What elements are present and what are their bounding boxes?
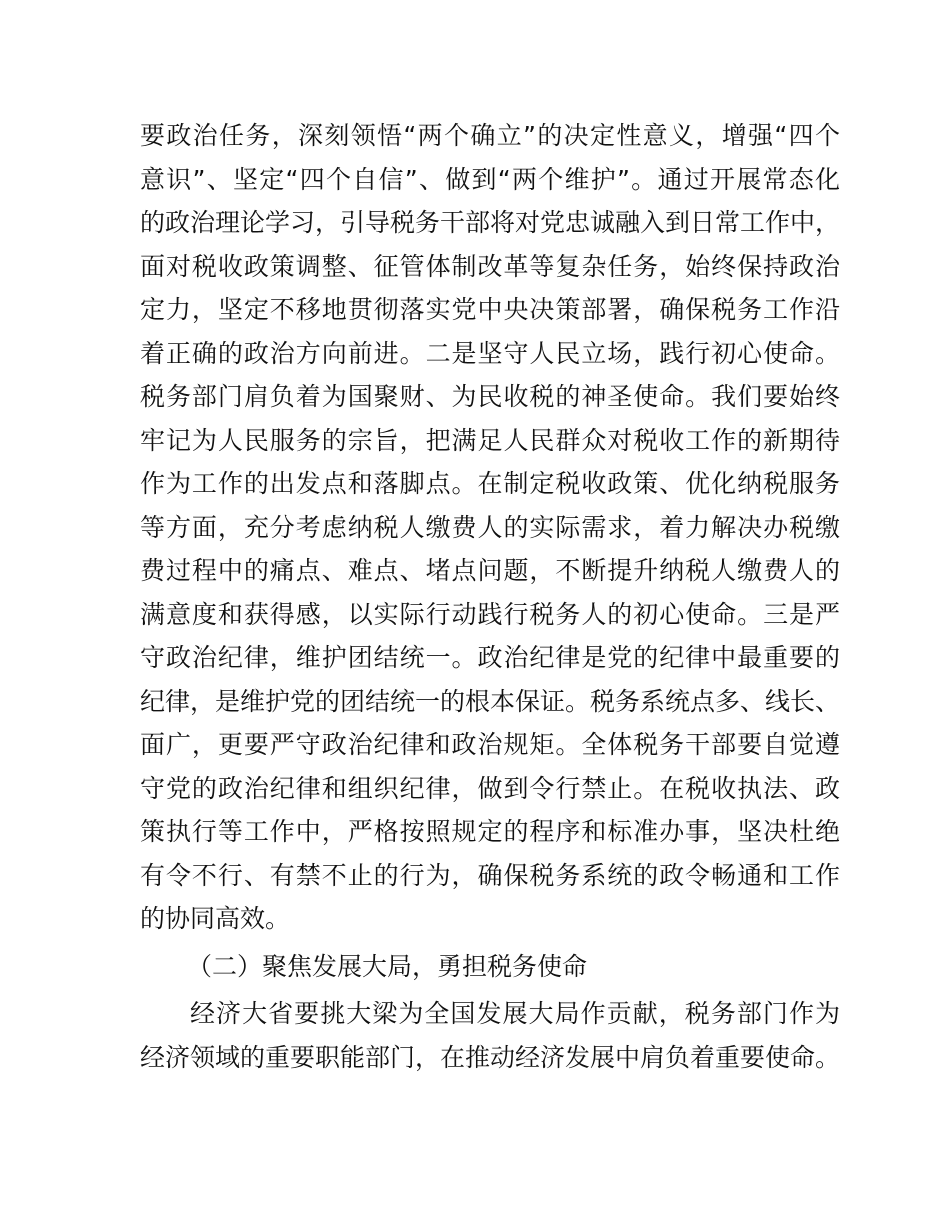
document-body <box>140 114 840 1079</box>
text-line: 要政治任务，深刻领悟“两个确立”的决定性意义，增强“四个 <box>140 121 840 150</box>
text-line: 的协同高效。 <box>140 904 291 933</box>
paragraph-1 <box>140 114 840 941</box>
text-line: 的政治理论学习，引导税务干部将对党忠诚融入到日常工作中， <box>140 208 841 237</box>
text-line: 经济大省要挑大梁为全国发展大局作贡献，税务部门作为 <box>190 999 840 1028</box>
text-line: 有令不行、有禁不止的行为，确保税务系统的政令畅通和工作 <box>140 860 840 890</box>
text-line: 费过程中的痛点、难点、堵点问题，不断提升纳税人缴费人的 <box>140 556 840 585</box>
text-line: 等方面，充分考虑纳税人缴费人的实际需求，着力解决办税缴 <box>140 512 840 542</box>
text-line: 经济领域的重要职能部门，在推动经济发展中肩负着重要使命。 <box>140 1042 841 1072</box>
section-heading: （二）聚焦发展大局，勇担税务使命 <box>187 951 588 981</box>
text-line: 守政治纪律，维护团结统一。政治纪律是党的纪律中最重要的 <box>140 643 840 672</box>
text-line: 牢记为人民服务的宗旨，把满足人民群众对税收工作的新期待 <box>140 425 840 455</box>
text-line: 意识”、坚定“四个自信”、做到“两个维护”。通过开展常态化 <box>140 164 840 194</box>
text-line: 税务部门肩负着为国聚财、为民收税的神圣使命。我们要始终 <box>140 382 840 411</box>
text-line: 满意度和获得感，以实际行动践行税务人的初心使命。三是严 <box>140 599 840 629</box>
text-line: 作为工作的出发点和落脚点。在制定税收政策、优化纳税服务 <box>140 469 840 498</box>
text-line: 定力，坚定不移地贯彻落实党中央决策部署，确保税务工作沿 <box>140 295 840 324</box>
text-line: 面对税收政策调整、征管体制改革等复杂任务，始终保持政治 <box>140 251 840 281</box>
paragraph-2 <box>140 992 840 1079</box>
text-line: 守党的政治纪律和组织纪律，做到令行禁止。在税收执法、政 <box>140 773 840 803</box>
text-line: 纪律，是维护党的团结统一的根本保证。税务系统点多、线长、 <box>140 686 841 716</box>
text-line: 着正确的政治方向前进。二是坚守人民立场，践行初心使命。 <box>140 338 840 368</box>
text-line: 策执行等工作中，严格按照规定的程序和标准办事，坚决杜绝 <box>140 817 840 846</box>
text-line: 面广，更要严守政治纪律和政治规矩。全体税务干部要自觉遵 <box>140 730 840 759</box>
